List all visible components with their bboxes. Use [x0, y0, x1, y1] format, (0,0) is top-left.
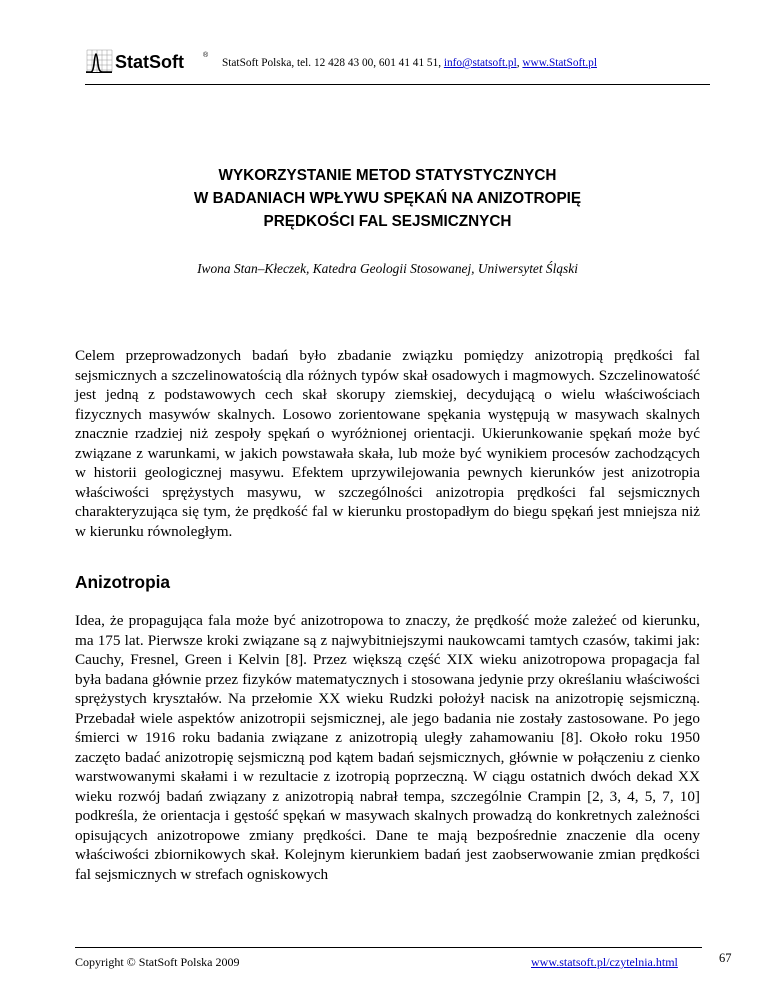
- title-line-1: WYKORZYSTANIE METOD STATYSTYCZNYCH: [218, 167, 557, 184]
- footer-link[interactable]: www.statsoft.pl/czytelnia.html: [531, 955, 678, 969]
- author-line: Iwona Stan–Kłeczek, Katedra Geologii Stosowanej, Uniwersytet Śląski: [197, 261, 578, 276]
- document-title: [75, 164, 700, 233]
- logo-text: StatSoft: [115, 52, 184, 72]
- email-link[interactable]: info@statsoft.pl: [443, 57, 517, 69]
- title-line-2: W BADANIACH WPŁYWU SPĘKAŃ NA ANIZOTROPIĘ: [193, 190, 582, 207]
- statsoft-logo[interactable]: [85, 48, 217, 78]
- statsoft-graph-logo-icon: [85, 48, 113, 74]
- abstract-paragraph: Celem przeprowadzonych badań było zbadanie związku pomiędzy anizotropią prędkości fal sejsmicznych a szczelinowatością dla różnych typów skał osadowych i magmowych. Szczelinowatość jest jedną z podstawowych cech skał skorupy ziemskiej, decydującą o wielu właściwościach fizycznych masywów skalnych. Losowo zorientowane spękania występują w masywach skalnych znacznie rzadziej niż zespoły spękań o wyróżnionej orientacji. Ukierunkowanie spękań może być związane z warunkami, w jakich powstawała skała, lub może być wynikiem procesów zachodzących w historii geologicznej masywu. Efektem uprzywilejowania pewnych kierunków jest anizotropia właściwości sprężystych masywu, w szczególności anizotropia prędkości fal sejsmicznych charakteryzująca się tym, że prędkość fal w kierunku prostopadłym do biegu spękań jest mniejsza niż w kierunku równoległym.: [75, 347, 700, 540]
- page-header: [85, 40, 710, 86]
- footer-copyright: Copyright © StatSoft Polska 2009: [75, 955, 240, 969]
- title-line-3: PRĘDKOŚCI FAL SEJSMICZNYCH: [263, 213, 512, 230]
- section-body-paragraph: Idea, że propagująca fala może być anizotropowa to znaczy, że prędkość może zależeć od kierunku, ma 175 lat. Pierwsze kroki związane są z najwybitniejszymi naukowcami tamtych czasów, takimi jak: Cauchy, Fresnel, Green i Kelvin [8]. Przez większą część XIX wieku anizotropowa propagacja fal była badana głównie przez fizyków matematycznych i stosowana jedynie przy określaniu właściwości sprężystych kryształów. Na przełomie XX wieku Rudzki położył nacisk na anizotropię sejsmiczną. Przebadał wiele aspektów anizotropii sejsmicznej, ale jego badania nie zostały zastosowane. Po jego śmierci w 1916 roku badania związane z anizotropią uległy zahamowaniu [8]. Około roku 1950 zaczęto badać anizotropię sejsmiczną pod kątem badań sejsmicznych, głównie w połączeniu z cienko warstwowanymi skałami i w rezultacie z izotropią poprzeczną. W ciągu ostatnich dwóch dekad XX wieku rozwój badań związany z anizotropią nabrał tempa, szczególnie Crampin [2, 3, 4, 5, 7, 10] podkreśla, że orientacja i gęstość spękań w masywach skalnych prowadzą do konkretnych zależności opisujących anizotropowe zmiany prędkości. Dane te mają bezpośrednie znaczenie dla oceny właściwości zbiornikowych skał. Kolejnym kierunkiem badań jest zaobserwowanie zmian prędkości fal sejsmicznych w strefach ogniskowych: [75, 612, 700, 883]
- registered-mark: ®: [203, 52, 209, 59]
- website-link[interactable]: www.StatSoft.pl: [522, 57, 597, 69]
- footer-divider: [75, 947, 702, 948]
- page-number: 67: [719, 951, 732, 965]
- header-divider: [85, 84, 710, 85]
- section-heading: Anizotropia: [75, 572, 171, 592]
- header-contact-info: [222, 57, 597, 69]
- header-contact-text: StatSoft Polska, tel. 12 428 43 00, 601 41 41 51,: [222, 57, 444, 69]
- header-separator: ,: [516, 57, 523, 69]
